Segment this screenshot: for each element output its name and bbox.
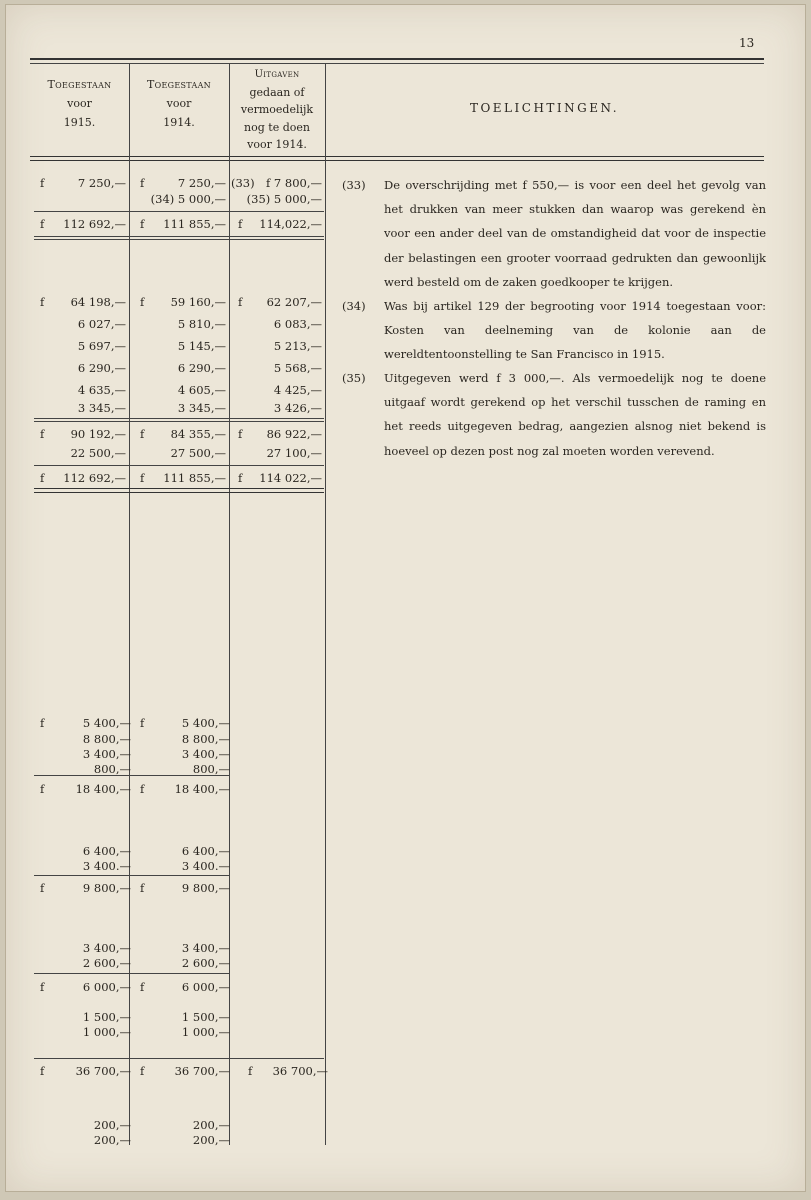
header-allowed-1914-line3: 1914. xyxy=(163,116,195,129)
sum-rule-5 xyxy=(34,488,324,493)
currency-marker: f xyxy=(140,176,145,190)
header-notes: TOELICHTINGEN. xyxy=(469,101,620,115)
sum-rule-8 xyxy=(34,973,229,974)
currency-marker: f xyxy=(40,471,45,485)
amount-cell: 4 425,— xyxy=(273,383,322,397)
amount-cell: 5 697,— xyxy=(77,339,126,353)
amount-cell: 5 400,— xyxy=(181,716,230,730)
currency-marker: f xyxy=(238,471,243,485)
currency-marker: f xyxy=(140,1064,145,1078)
amount-cell: 5 400,— xyxy=(82,716,131,730)
note-33 xyxy=(342,173,766,295)
currency-marker: f xyxy=(40,782,45,796)
header-allowed-1914 xyxy=(129,75,229,132)
currency-marker: f xyxy=(140,217,145,231)
note-marker: (34) xyxy=(342,299,366,313)
amount-cell: 86 922,— xyxy=(266,427,322,441)
amount-cell: 5 213,— xyxy=(273,339,322,353)
header-top-rule xyxy=(30,58,764,60)
currency-marker: f xyxy=(40,217,45,231)
amount-cell: 8 800,— xyxy=(82,732,131,746)
amount-cell: 3 400.— xyxy=(181,859,230,873)
currency-marker: f xyxy=(140,295,145,309)
currency-marker: f xyxy=(40,716,45,730)
amount-cell: 2 600,— xyxy=(82,956,131,970)
amount-cell: 4 605,— xyxy=(177,383,226,397)
amount-cell: 2 600,— xyxy=(181,956,230,970)
note-text: De overschrijding met f 550,— is voor een deel het gevolg van het drukken van meer stukken dan waarop was gerekend èn voor een ander deel van de omstandigheid dat voor de inspectie der belastingen een grooter voorraad gedrukten dan gewoonlijk werd besteld om de zaken goedkooper te krijgen. xyxy=(384,178,766,289)
amount-cell: 200,— xyxy=(93,1133,131,1147)
note-marker: (35) xyxy=(342,371,366,385)
amount-cell: 5 568,— xyxy=(273,361,322,375)
amount-cell: 6 290,— xyxy=(177,361,226,375)
amount-cell: 64 198,— xyxy=(70,295,126,309)
header-expenses-line3: vermoedelijk xyxy=(240,103,314,116)
currency-marker: f xyxy=(40,427,45,441)
currency-marker: f xyxy=(238,427,243,441)
currency-marker: f xyxy=(248,1064,253,1078)
sum-rule-7 xyxy=(34,875,229,876)
header-expenses-line1: Uitgaven xyxy=(254,69,300,80)
amount-cell: 1 500,— xyxy=(181,1010,230,1024)
amount-cell: 112 692,— xyxy=(63,471,126,485)
header-bottom-rule xyxy=(30,156,764,161)
amount-cell: 5 145,— xyxy=(177,339,226,353)
header-top-rule-2 xyxy=(30,63,764,64)
header-allowed-1915-line1: Toegestaan xyxy=(47,78,112,91)
note-marker: (33) xyxy=(342,178,366,192)
sum-rule-3 xyxy=(34,418,324,419)
currency-marker: f xyxy=(140,427,145,441)
amount-cell: 27 500,— xyxy=(170,446,226,460)
amount-cell: 62 207,— xyxy=(266,295,322,309)
amount-cell: 3 426,— xyxy=(273,401,322,415)
note-text: Was bij artikel 129 der begrooting voor 1914 toegestaan voor: Kosten van deelneming van de kolonie aan de wereldtentoonstelling te San Francisco in 1915. xyxy=(384,299,766,362)
amount-cell: 112 692,— xyxy=(63,217,126,231)
column-rule-3 xyxy=(325,63,326,1145)
amount-cell: 1 000,— xyxy=(82,1025,131,1039)
amount-cell: 3 345,— xyxy=(77,401,126,415)
amount-cell: 9 800,— xyxy=(82,881,131,895)
amount-cell: 36 700,— xyxy=(272,1064,328,1078)
amount-cell: 3 400,— xyxy=(82,747,131,761)
header-allowed-1915 xyxy=(30,75,129,132)
currency-marker: f xyxy=(40,1064,45,1078)
header-allowed-1914-line1: Toegestaan xyxy=(147,78,211,91)
note-35 xyxy=(342,366,766,464)
amount-cell: 5 810,— xyxy=(177,317,226,331)
sum-rule-2b xyxy=(34,239,324,240)
header-allowed-1914-line2: voor xyxy=(166,97,192,110)
amount-cell: 7 250,— xyxy=(77,176,126,190)
amount-cell: 6 400,— xyxy=(82,844,131,858)
currency-marker: f xyxy=(238,295,243,309)
amount-cell: 18 400,— xyxy=(174,782,230,796)
amount-cell: 22 500,— xyxy=(70,446,126,460)
amount-cell: 27 100,— xyxy=(266,446,322,460)
currency-marker: f xyxy=(40,176,45,190)
sum-rule-9 xyxy=(34,1058,324,1059)
header-allowed-1915-line3: 1915. xyxy=(63,116,96,129)
amount-cell: 4 635,— xyxy=(77,383,126,397)
currency-marker: f xyxy=(140,782,145,796)
note-34 xyxy=(342,294,766,368)
sum-rule-2 xyxy=(34,236,324,237)
amount-cell: (34) 5 000,— xyxy=(150,192,226,206)
amount-cell: 59 160,— xyxy=(170,295,226,309)
amount-cell: 8 800,— xyxy=(181,732,230,746)
note-text: Uitgegeven werd f 3 000,—. Als vermoedelijk nog te doene uitgaaf wordt gerekend op het verschil tusschen de raming en het reeds uitgegeven bedrag, aangezien alsnog niet bekend is hoeveel op dezen post nog zal moeten worden verevend. xyxy=(384,371,766,458)
sum-rule-3b xyxy=(34,421,324,422)
amount-cell: (35) 5 000,— xyxy=(246,192,322,206)
currency-marker: f xyxy=(140,716,145,730)
page-number: 13 xyxy=(739,36,755,50)
amount-cell: 800,— xyxy=(192,762,230,776)
amount-cell: 18 400,— xyxy=(75,782,131,796)
header-expenses-1914 xyxy=(229,66,325,154)
currency-marker: f xyxy=(40,295,45,309)
header-expenses-line2: gedaan of xyxy=(249,85,305,99)
header-expenses-line5: voor 1914. xyxy=(247,138,307,151)
amount-cell: 1 500,— xyxy=(82,1010,131,1024)
amount-cell: 3 400,— xyxy=(181,747,230,761)
currency-marker: f xyxy=(40,980,45,994)
amount-cell: 114 022,— xyxy=(259,471,322,485)
amount-cell: 84 355,— xyxy=(170,427,226,441)
amount-cell: 111 855,— xyxy=(163,217,226,231)
amount-cell: 3 400.— xyxy=(82,859,131,873)
note-ref-33: (33) xyxy=(231,176,255,190)
amount-cell: 6 000,— xyxy=(181,980,230,994)
amount-cell: 36 700,— xyxy=(174,1064,230,1078)
amount-cell: 200,— xyxy=(192,1133,230,1147)
currency-marker: f xyxy=(40,881,45,895)
amount-cell: 3 345,— xyxy=(177,401,226,415)
amount-cell: 90 192,— xyxy=(70,427,126,441)
amount-cell: 200,— xyxy=(192,1118,230,1132)
sum-rule-4 xyxy=(34,465,324,466)
amount-cell: 3 400,— xyxy=(181,941,230,955)
amount-cell: f 7 800,— xyxy=(266,176,322,190)
amount-cell: 6 000,— xyxy=(82,980,131,994)
amount-cell: 800,— xyxy=(93,762,131,776)
currency-marker: f xyxy=(140,881,145,895)
amount-cell: 200,— xyxy=(93,1118,131,1132)
currency-marker: f xyxy=(238,217,243,231)
amount-cell: 6 290,— xyxy=(77,361,126,375)
header-allowed-1915-line2: voor xyxy=(67,97,92,110)
header-expenses-line4: nog te doen xyxy=(244,120,310,134)
amount-cell: 3 400,— xyxy=(82,941,131,955)
amount-cell: 111 855,— xyxy=(163,471,226,485)
amount-cell: 1 000,— xyxy=(181,1025,230,1039)
amount-cell: 6 027,— xyxy=(77,317,126,331)
amount-cell: 9 800,— xyxy=(181,881,230,895)
currency-marker: f xyxy=(140,471,145,485)
currency-marker: f xyxy=(140,980,145,994)
amount-cell: 6 400,— xyxy=(181,844,230,858)
amount-cell: 114,022,— xyxy=(259,217,322,231)
amount-cell: 7 250,— xyxy=(177,176,226,190)
amount-cell: 36 700,— xyxy=(75,1064,131,1078)
amount-cell: 6 083,— xyxy=(273,317,322,331)
sum-rule-1 xyxy=(34,211,324,212)
